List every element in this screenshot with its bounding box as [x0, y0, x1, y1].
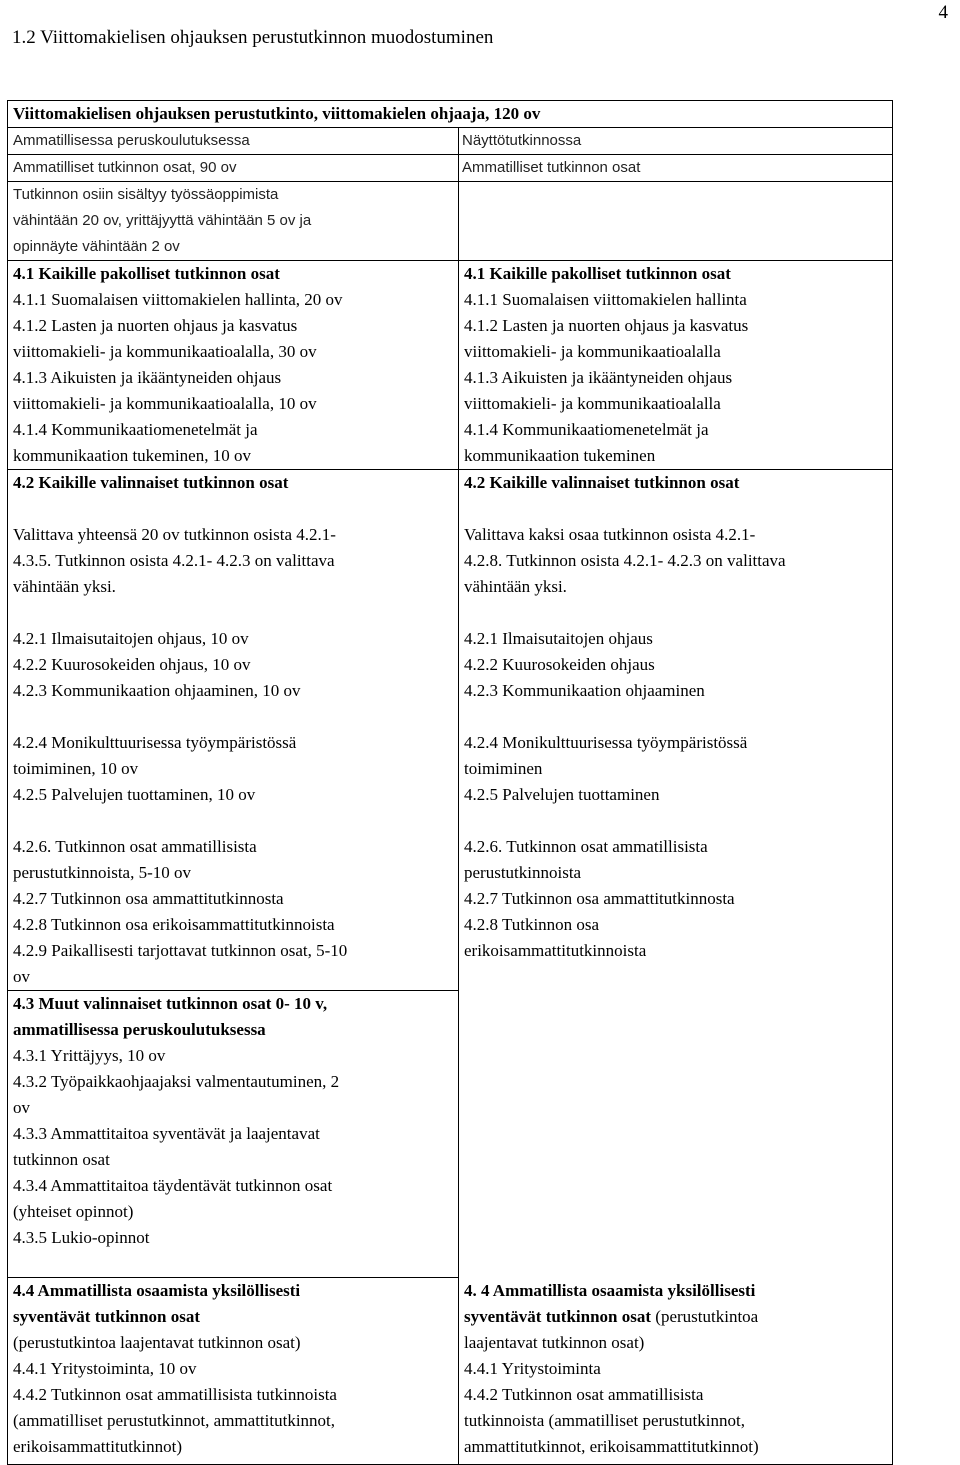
list-item: ammattitutkinnot, erikoisammattitutkinnot) — [464, 1436, 759, 1456]
section-4-4-title-line2 — [464, 1304, 888, 1330]
section-4-4-col2 — [459, 1278, 893, 1465]
list-item: 4.2.4 Monikulttuurisessa työympäristössä — [13, 733, 297, 752]
list-item: viittomakieli- ja kommunikaatioalalla — [464, 342, 721, 361]
section-4-4-col1 — [8, 1278, 459, 1465]
list-item: 4.2.1 Ilmaisutaitojen ohjaus — [464, 629, 653, 648]
list-item: 4.2.2 Kuurosokeiden ohjaus, 10 ov — [13, 655, 251, 674]
list-item: 4.2.3 Kommunikaation ohjaaminen, 10 ov — [13, 681, 301, 700]
section-4-2-col2 — [459, 470, 893, 1278]
list-item: kommunikaation tukeminen — [464, 446, 656, 465]
list-item: 4.3.5 Lukio-opinnot — [13, 1228, 150, 1247]
section-4-4-title-rest: (perustutkintoa — [651, 1306, 759, 1326]
list-item: kommunikaation tukeminen, 10 ov — [13, 446, 251, 465]
col1-note — [8, 182, 459, 261]
list-item: viittomakieli- ja kommunikaatioalalla, 10 ov — [13, 394, 317, 413]
list-item: 4.2.4 Monikulttuurisessa työympäristössä — [464, 733, 748, 752]
list-item: 4.2.9 Paikallisesti tarjottavat tutkinnon osat, 5-10 — [13, 941, 348, 960]
section-4-1-title: 4.1 Kaikille pakolliset tutkinnon osat — [13, 264, 280, 283]
list-item: laajentavat tutkinnon osat) — [464, 1332, 645, 1352]
subheadings-row — [8, 155, 893, 182]
section-4-4-title: syventävät tutkinnon osat — [13, 1307, 201, 1326]
list-item: (perustutkintoa laajentavat tutkinnon osat) — [13, 1333, 301, 1352]
list-item: 4.1.2 Lasten ja nuorten ohjaus ja kasvatus — [464, 316, 749, 335]
list-item: 4.4.1 Yritystoiminta — [464, 1358, 601, 1378]
section-4-2-title: 4.2 Kaikille valinnaiset tutkinnon osat — [13, 473, 289, 492]
list-item: viittomakieli- ja kommunikaatioalalla, 30 ov — [13, 342, 317, 361]
section-4-2-col1 — [8, 470, 459, 991]
list-item: 4.4.1 Yritystoiminta, 10 ov — [13, 1359, 197, 1378]
intro-line: Valittava kaksi osaa tutkinnon osista 4.2.1- — [464, 525, 756, 544]
list-item: 4.2.6. Tutkinnon osat ammatillisista — [13, 837, 257, 856]
section-4-1-col2 — [459, 261, 893, 470]
list-item: perustutkinnoista — [464, 863, 582, 882]
note-row — [8, 182, 893, 261]
section-4-2-row — [8, 470, 893, 991]
list-item: (yhteiset opinnot) — [13, 1202, 134, 1221]
section-title: 1.2 Viittomakielisen ohjauksen perustutkinnon muodostuminen — [12, 27, 494, 48]
list-item: 4.2.8 Tutkinnon osa erikoisammattitutkinnoista — [13, 915, 335, 934]
section-4-4-title-bold: syventävät tutkinnon osat — [464, 1306, 652, 1326]
list-item: (ammatilliset perustutkinnot, ammattitutkinnot, — [13, 1411, 336, 1430]
section-4-4-title: 4. 4 Ammatillista osaamista yksilöllisesti — [464, 1280, 756, 1300]
section-4-4-title: 4.4 Ammatillista osaamista yksilöllisesti — [13, 1281, 301, 1300]
list-item: 4.3.2 Työpaikkaohjaajaksi valmentautuminen, 2 — [13, 1072, 340, 1091]
section-4-1-col1 — [8, 261, 459, 470]
table-header: Viittomakielisen ohjauksen perustutkinto, viittomakielen ohjaaja, 120 ov — [8, 101, 893, 128]
list-item: tutkinnoista (ammatilliset perustutkinnot, — [464, 1410, 745, 1430]
list-item: 4.2.6. Tutkinnon osat ammatillisista — [464, 837, 708, 856]
note-line: Tutkinnon osiin sisältyy työssäoppimista — [13, 186, 279, 203]
list-item: 4.1.3 Aikuisten ja ikääntyneiden ohjaus — [464, 368, 733, 387]
list-item: 4.2.2 Kuurosokeiden ohjaus — [464, 655, 655, 674]
list-item: 4.1.1 Suomalaisen viittomakielen hallinta — [464, 290, 747, 309]
list-item: 4.1.2 Lasten ja nuorten ohjaus ja kasvatus — [13, 316, 298, 335]
col1-subheading: Ammatilliset tutkinnon osat, 90 ov — [8, 155, 459, 182]
col2-subheading: Ammatilliset tutkinnon osat — [459, 155, 893, 182]
col2-heading: Näyttötutkinnossa — [459, 128, 893, 155]
qualification-structure-table — [7, 100, 893, 1465]
note-line: vähintään 20 ov, yrittäjyyttä vähintään 5 ov ja — [13, 212, 312, 229]
list-item: 4.2.5 Palvelujen tuottaminen — [464, 785, 660, 804]
section-4-4-row — [8, 1278, 893, 1465]
list-item: 4.2.1 Ilmaisutaitojen ohjaus, 10 ov — [13, 629, 249, 648]
list-item: ov — [13, 1098, 30, 1117]
list-item: 4.1.4 Kommunikaatiomenetelmät ja — [13, 420, 258, 439]
column-headings-row — [8, 128, 893, 155]
intro-line: 4.2.8. Tutkinnon osista 4.2.1- 4.2.3 on valittava — [464, 551, 786, 570]
list-item: erikoisammattitutkinnoista — [464, 941, 647, 960]
list-item: 4.3.3 Ammattitaitoa syventävät ja laajentavat — [13, 1124, 320, 1143]
list-item: erikoisammattitutkinnot) — [13, 1437, 183, 1456]
list-item: 4.1.4 Kommunikaatiomenetelmät ja — [464, 420, 709, 439]
list-item: 4.3.1 Yrittäjyys, 10 ov — [13, 1046, 166, 1065]
list-item: 4.2.7 Tutkinnon osa ammattitutkinnosta — [13, 889, 284, 908]
list-item: tutkinnon osat — [13, 1150, 110, 1169]
list-item: 4.2.7 Tutkinnon osa ammattitutkinnosta — [464, 889, 735, 908]
list-item: 4.4.2 Tutkinnon osat ammatillisista — [464, 1384, 704, 1404]
list-item: viittomakieli- ja kommunikaatioalalla — [464, 394, 721, 413]
section-4-3-title: ammatillisessa peruskoulutuksessa — [13, 1020, 266, 1039]
list-item: 4.3.4 Ammattitaitoa täydentävät tutkinnon osat — [13, 1176, 333, 1195]
intro-line: Valittava yhteensä 20 ov tutkinnon osista 4.2.1- — [13, 525, 336, 544]
table-header-row — [8, 101, 893, 128]
list-item: perustutkinnoista, 5-10 ov — [13, 863, 192, 882]
col1-heading: Ammatillisessa peruskoulutuksessa — [8, 128, 459, 155]
list-item: 4.1.3 Aikuisten ja ikääntyneiden ohjaus — [13, 368, 282, 387]
section-4-3-title: 4.3 Muut valinnaiset tutkinnon osat 0- 10 v, — [13, 994, 328, 1013]
intro-line: vähintään yksi. — [13, 577, 116, 596]
section-4-2-title: 4.2 Kaikille valinnaiset tutkinnon osat — [464, 473, 740, 492]
note-line: opinnäyte vähintään 2 ov — [13, 238, 180, 255]
page-number: 4 — [938, 2, 948, 23]
intro-line: 4.3.5. Tutkinnon osista 4.2.1- 4.2.3 on valittava — [13, 551, 335, 570]
list-item: toimiminen, 10 ov — [13, 759, 139, 778]
list-item: 4.2.3 Kommunikaation ohjaaminen — [464, 681, 705, 700]
list-item: 4.1.1 Suomalaisen viittomakielen hallinta, 20 ov — [13, 290, 343, 309]
list-item: 4.2.5 Palvelujen tuottaminen, 10 ov — [13, 785, 256, 804]
list-item: toimiminen — [464, 759, 543, 778]
section-4-1-row — [8, 261, 893, 470]
col2-note-empty — [459, 182, 893, 261]
list-item: 4.4.2 Tutkinnon osat ammatillisista tutkinnoista — [13, 1385, 337, 1404]
list-item: ov — [13, 967, 30, 986]
list-item: 4.2.8 Tutkinnon osa — [464, 915, 600, 934]
section-4-3-col1 — [8, 991, 459, 1278]
intro-line: vähintään yksi. — [464, 577, 567, 596]
section-4-1-title: 4.1 Kaikille pakolliset tutkinnon osat — [464, 264, 731, 283]
